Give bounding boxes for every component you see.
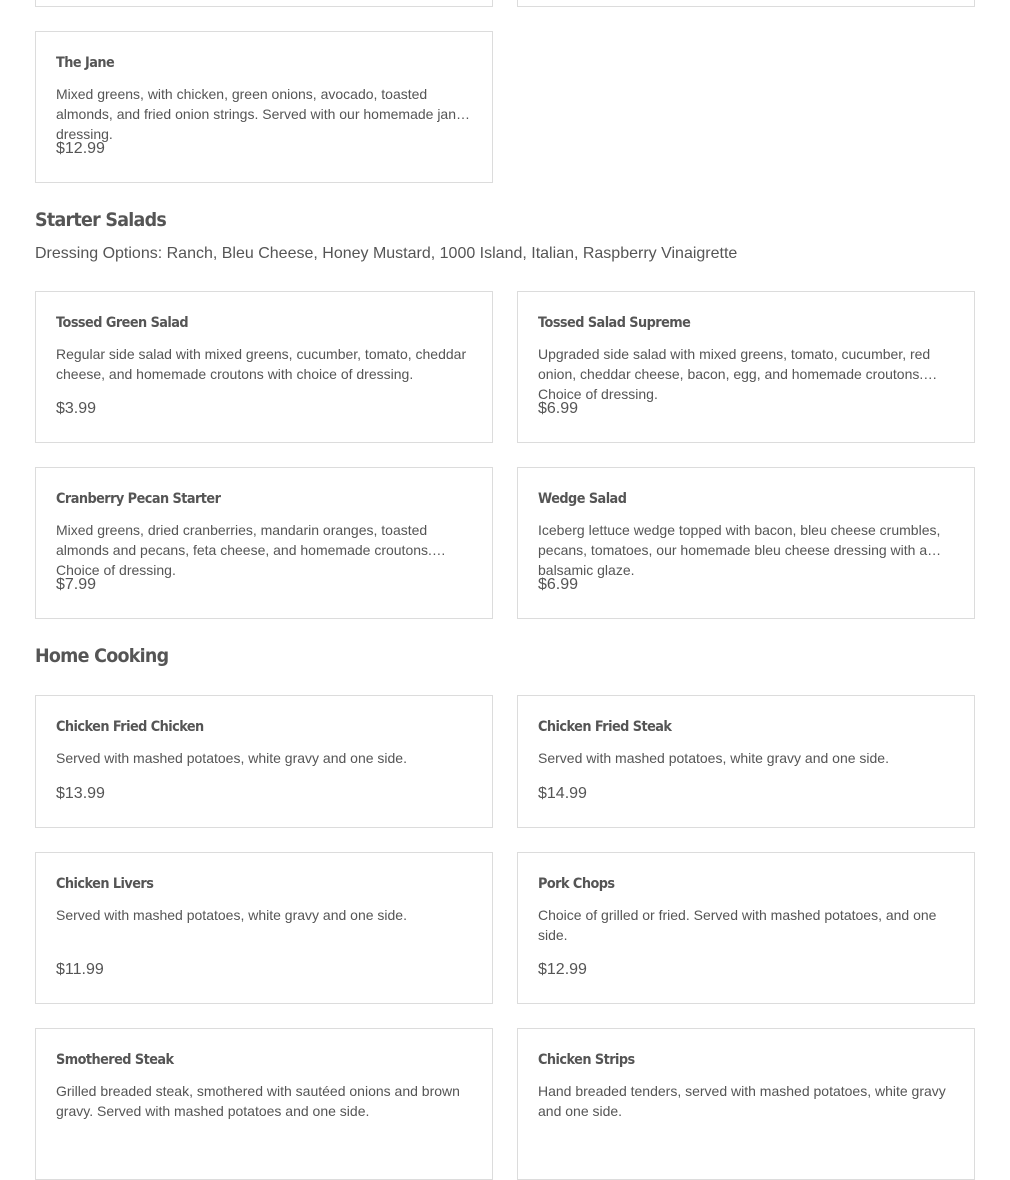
menu-item-card-wedge-salad[interactable] [517,467,975,619]
menu-item-card[interactable] [35,0,493,7]
menu-item-card[interactable] [517,0,975,7]
menu-item-price: $3.99 [56,400,97,417]
menu-item-price: $7.99 [56,576,97,593]
menu-item-card-chicken-fried-chicken[interactable] [35,695,493,828]
menu-item-card-chicken-fried-steak[interactable] [517,695,975,828]
menu-item-card-tossed-green-salad[interactable] [35,291,493,443]
menu-item-card-tossed-salad-supreme[interactable] [517,291,975,443]
menu-item-description: Choice of grilled or fried. Served with mashed potatoes, and one side. [538,907,937,943]
menu-item-price: $13.99 [56,785,105,802]
section-title-starter-salads: Starter Salads [35,209,167,231]
menu-item-name: Chicken Strips [538,1052,635,1068]
menu-item-name: Cranberry Pecan Starter [56,491,221,507]
menu-item-name: Smothered Steak [56,1052,174,1068]
menu-item-price: $6.99 [538,400,579,417]
menu-item-price: $6.99 [538,576,579,593]
menu-item-description: Mixed greens, with chicken, green onions, avocado, toasted almonds, and fried onion strings. Served with our homemade jane dressing. [56,86,464,142]
menu-item-name: Chicken Fried Chicken [56,719,204,735]
menu-item-description: Hand breaded tenders, served with mashed potatoes, white gravy and one side. [538,1083,946,1119]
section-title-home-cooking: Home Cooking [35,645,169,667]
menu-item-description: Served with mashed potatoes, white gravy and one side. [56,907,407,923]
menu-item-description: Served with mashed potatoes, white gravy and one side. [538,750,889,766]
menu-item-price: $12.99 [538,961,587,978]
menu-item-description: Upgraded side salad with mixed greens, tomato, cucumber, red onion, cheddar cheese, bacon, egg, and homemade croutons. Choice of dressing. [538,346,931,402]
menu-item-name: Chicken Livers [56,876,154,892]
menu-item-name: The Jane [56,55,115,71]
menu-item-name: Tossed Salad Supreme [538,315,691,331]
menu-item-card-the-jane[interactable] [35,31,493,183]
menu-item-description: Regular side salad with mixed greens, cucumber, tomato, cheddar cheese, and homemade croutons with choice of dressing. [56,346,467,382]
menu-item-description: Grilled breaded steak, smothered with sautéed onions and brown gravy. Served with mashed potatoes and one side. [56,1083,460,1119]
menu-item-card-chicken-strips[interactable] [517,1028,975,1180]
menu-item-price: $12.99 [56,140,105,157]
menu-item-price: $14.99 [538,785,587,802]
menu-item-price: $11.99 [56,961,104,978]
menu-item-name: Chicken Fried Steak [538,719,672,735]
menu-item-description: Served with mashed potatoes, white gravy and one side. [56,750,407,766]
menu-item-card-chicken-livers[interactable] [35,852,493,1004]
menu-item-card-smothered-steak[interactable] [35,1028,493,1180]
menu-item-name: Pork Chops [538,876,615,892]
menu-item-description: Iceberg lettuce wedge topped with bacon, bleu cheese crumbles, pecans, tomatoes, our homemade bleu cheese dressing with a balsamic glaze. [538,522,941,578]
menu-item-description: Mixed greens, dried cranberries, mandarin oranges, toasted almonds and pecans, feta cheese, and homemade croutons. Choice of dressing. [56,522,432,578]
menu-item-name: Tossed Green Salad [56,315,189,331]
section-dressing-options: Dressing Options: Ranch, Bleu Cheese, Honey Mustard, 1000 Island, Italian, Raspberry Vinaigrette [35,245,738,262]
menu-item-name: Wedge Salad [538,491,627,507]
menu-item-card-cranberry-pecan-starter[interactable] [35,467,493,619]
menu-item-card-pork-chops[interactable] [517,852,975,1004]
